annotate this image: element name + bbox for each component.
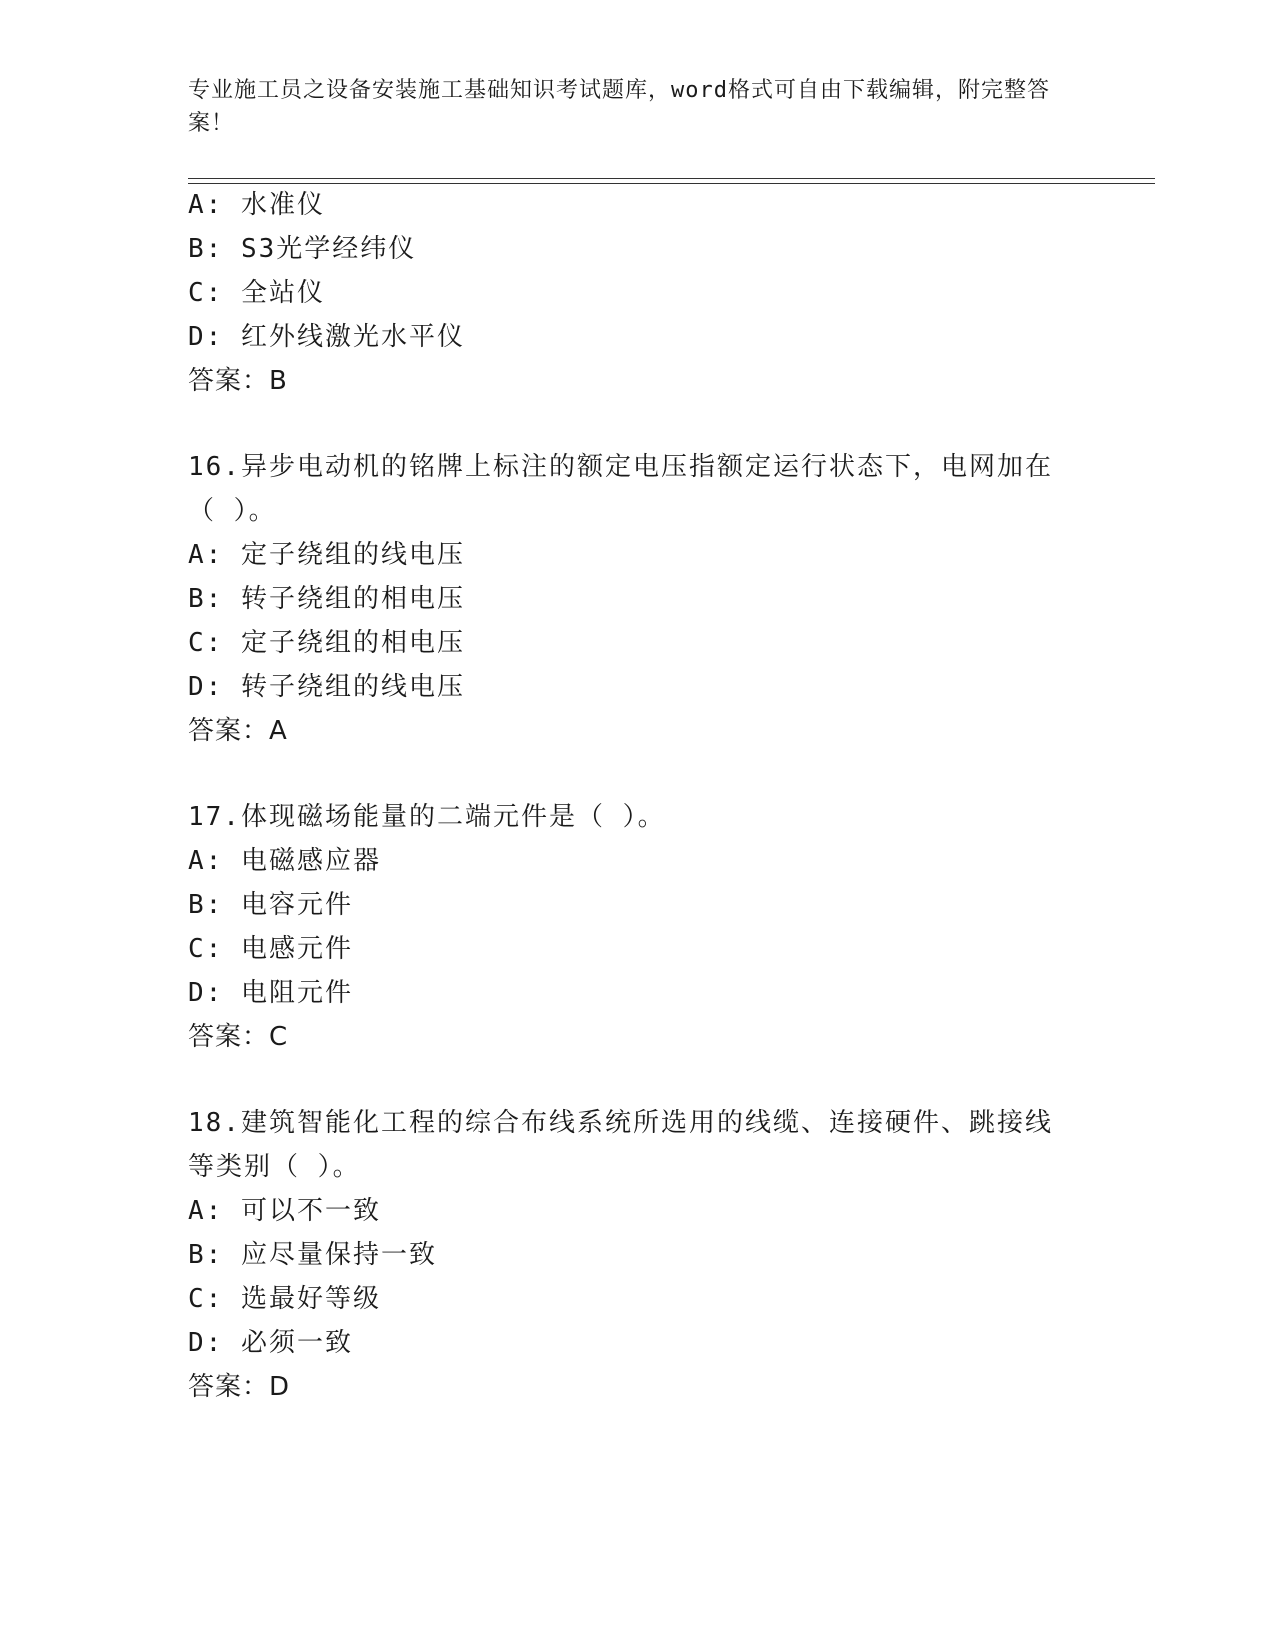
question-stem: 17.体现磁场能量的二端元件是（ ）。 [188, 802, 666, 832]
option-c: C: 电感元件 [188, 934, 353, 964]
answer-line: 答案：B [188, 366, 288, 396]
option-a: A: 水准仪 [188, 190, 325, 220]
answer-line: 答案：A [188, 716, 288, 746]
option-c: C: 选最好等级 [188, 1284, 381, 1314]
option-b: B: 应尽量保持一致 [188, 1240, 437, 1270]
question-stem: 18.建筑智能化工程的综合布线系统所选用的线缆、连接硬件、跳接线 [188, 1108, 1053, 1138]
question-stem: 16.异步电动机的铭牌上标注的额定电压指额定运行状态下，电网加在 [188, 452, 1053, 482]
option-d: D: 电阻元件 [188, 978, 353, 1008]
option-c: C: 定子绕组的相电压 [188, 628, 465, 658]
option-a: A: 电磁感应器 [188, 846, 381, 876]
option-d: D: 转子绕组的线电压 [188, 672, 465, 702]
option-a: A: 可以不一致 [188, 1196, 381, 1226]
option-c: C: 全站仪 [188, 278, 325, 308]
option-d: D: 必须一致 [188, 1328, 353, 1358]
answer-line: 答案：D [188, 1372, 291, 1402]
question-stem-continued: （ ）。 [188, 496, 277, 526]
question-stem-continued: 等类别（ ）。 [188, 1152, 361, 1182]
option-b: B: 电容元件 [188, 890, 353, 920]
document-header: 专业施工员之设备安装施工基础知识考试题库，word格式可自由下载编辑，附完整答案！ [188, 78, 1050, 136]
option-b: B: S3光学经纬仪 [188, 234, 417, 264]
option-d: D: 红外线激光水平仪 [188, 322, 465, 352]
header-divider-top [188, 178, 1155, 179]
header-divider-bottom [188, 183, 1155, 184]
answer-line: 答案：C [188, 1022, 289, 1052]
option-b: B: 转子绕组的相电压 [188, 584, 465, 614]
option-a: A: 定子绕组的线电压 [188, 540, 465, 570]
